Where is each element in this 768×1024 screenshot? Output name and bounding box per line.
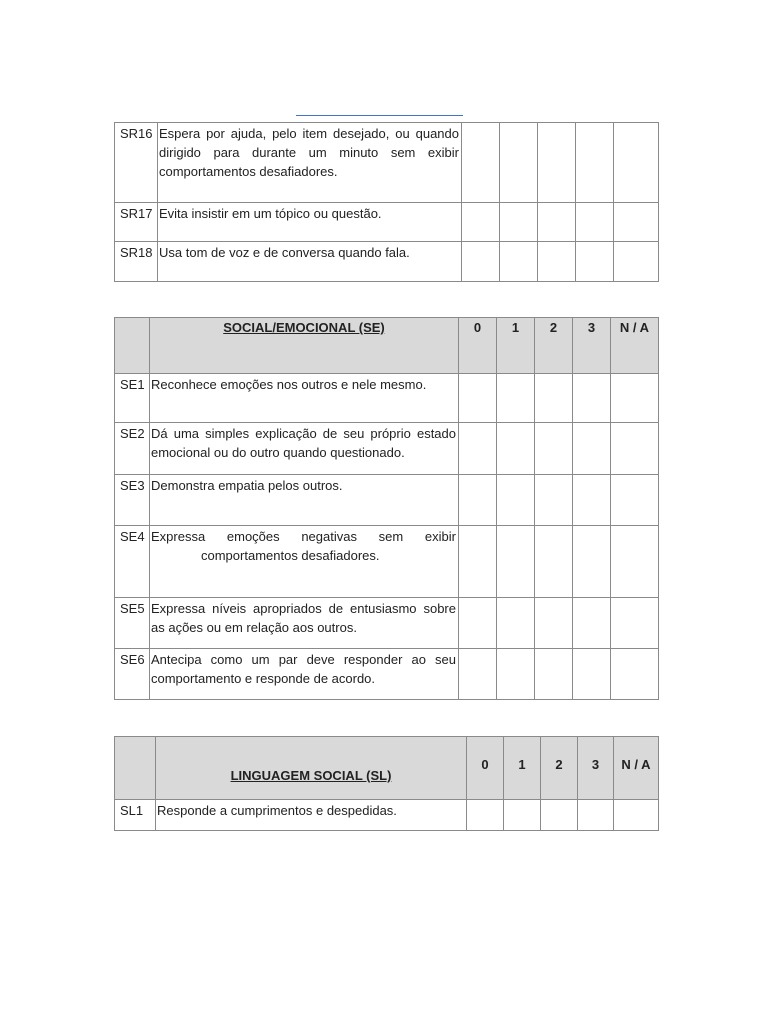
score-cell-3[interactable] (578, 800, 614, 831)
score-cell-0[interactable] (459, 475, 497, 526)
score-cell-3[interactable] (573, 374, 611, 423)
score-cell-0[interactable] (459, 598, 497, 649)
header-blank (115, 318, 150, 374)
score-cell-na[interactable] (614, 203, 659, 242)
score-cell-1[interactable] (500, 242, 538, 282)
score-cell-0[interactable] (459, 526, 497, 598)
score-cell-na[interactable] (611, 475, 659, 526)
score-cell-3[interactable] (573, 598, 611, 649)
score-cell-0[interactable] (467, 800, 504, 831)
item-description: Reconhece emoções nos outros e nele mesmo. (150, 374, 459, 423)
item-code: SE2 (115, 423, 150, 475)
score-cell-2[interactable] (535, 526, 573, 598)
table-header-row (115, 737, 659, 800)
table-row (115, 598, 659, 649)
score-cell-2[interactable] (541, 800, 578, 831)
item-description: Expressa níveis apropriados de entusiasmo sobre as ações ou em relação aos outros. (150, 598, 459, 649)
sl-table (114, 736, 659, 831)
score-header-1: 1 (504, 737, 541, 800)
score-header-3: 3 (573, 318, 611, 374)
item-description: Antecipa como um par deve responder ao seu comportamento e responde de acordo. (150, 649, 459, 700)
score-cell-na[interactable] (611, 598, 659, 649)
score-cell-2[interactable] (538, 123, 576, 203)
item-description (150, 526, 459, 598)
table-row (115, 242, 659, 282)
score-cell-1[interactable] (497, 526, 535, 598)
item-description-line2: comportamentos desafiadores. (201, 548, 380, 563)
item-code: SR17 (115, 203, 158, 242)
score-cell-2[interactable] (535, 374, 573, 423)
score-cell-0[interactable] (459, 374, 497, 423)
item-description: Dá uma simples explicação de seu próprio estado emocional ou do outro quando questionado. (150, 423, 459, 475)
score-cell-0[interactable] (462, 123, 500, 203)
score-cell-na[interactable] (614, 800, 659, 831)
score-cell-1[interactable] (500, 123, 538, 203)
score-cell-3[interactable] (573, 475, 611, 526)
score-cell-1[interactable] (497, 475, 535, 526)
sr-table (114, 122, 659, 282)
table-row (115, 475, 659, 526)
score-header-2: 2 (541, 737, 578, 800)
table-header-row (115, 318, 659, 374)
item-description: Espera por ajuda, pelo item desejado, ou quando dirigido para durante um minuto sem exibir comportamentos desafiadores. (158, 123, 462, 203)
header-blank (115, 737, 156, 800)
score-cell-3[interactable] (573, 423, 611, 475)
table-row (115, 800, 659, 831)
score-header-2: 2 (535, 318, 573, 374)
score-cell-3[interactable] (576, 123, 614, 203)
score-header-1: 1 (497, 318, 535, 374)
score-cell-3[interactable] (576, 242, 614, 282)
table-row (115, 123, 659, 203)
section-title: SOCIAL/EMOCIONAL (SE) (150, 318, 459, 374)
score-cell-3[interactable] (573, 649, 611, 700)
table-row (115, 423, 659, 475)
score-cell-2[interactable] (538, 242, 576, 282)
table-row (115, 649, 659, 700)
score-cell-3[interactable] (573, 526, 611, 598)
item-code: SE1 (115, 374, 150, 423)
score-header-0: 0 (459, 318, 497, 374)
section-title: LINGUAGEM SOCIAL (SL) (156, 737, 467, 800)
score-cell-1[interactable] (497, 598, 535, 649)
table-row (115, 203, 659, 242)
item-description: Demonstra empatia pelos outros. (150, 475, 459, 526)
item-code: SE4 (115, 526, 150, 598)
score-header-0: 0 (467, 737, 504, 800)
score-cell-2[interactable] (535, 598, 573, 649)
item-code: SE6 (115, 649, 150, 700)
item-code: SL1 (115, 800, 156, 831)
score-cell-1[interactable] (500, 203, 538, 242)
table-row (115, 374, 659, 423)
score-cell-0[interactable] (462, 203, 500, 242)
item-code: SE3 (115, 475, 150, 526)
score-cell-1[interactable] (497, 374, 535, 423)
score-cell-na[interactable] (611, 423, 659, 475)
score-cell-2[interactable] (535, 475, 573, 526)
score-cell-na[interactable] (611, 649, 659, 700)
score-cell-1[interactable] (497, 649, 535, 700)
score-cell-2[interactable] (535, 649, 573, 700)
score-cell-na[interactable] (614, 242, 659, 282)
se-table (114, 317, 659, 700)
item-code: SR16 (115, 123, 158, 203)
score-cell-na[interactable] (611, 526, 659, 598)
score-cell-1[interactable] (504, 800, 541, 831)
score-cell-0[interactable] (459, 423, 497, 475)
score-cell-na[interactable] (614, 123, 659, 203)
score-header-3: 3 (578, 737, 614, 800)
score-header-na: N / A (614, 737, 659, 800)
score-header-na: N / A (611, 318, 659, 374)
table-row (115, 526, 659, 598)
item-code: SR18 (115, 242, 158, 282)
score-cell-2[interactable] (538, 203, 576, 242)
item-description: Responde a cumprimentos e despedidas. (156, 800, 467, 831)
item-description-line1: Expressa emoções negativas sem exibir (151, 529, 456, 544)
score-cell-0[interactable] (459, 649, 497, 700)
score-cell-0[interactable] (462, 242, 500, 282)
score-cell-3[interactable] (576, 203, 614, 242)
score-cell-2[interactable] (535, 423, 573, 475)
score-cell-na[interactable] (611, 374, 659, 423)
score-cell-1[interactable] (497, 423, 535, 475)
item-description: Usa tom de voz e de conversa quando fala. (158, 242, 462, 282)
header-rule (296, 115, 463, 116)
item-code: SE5 (115, 598, 150, 649)
item-description: Evita insistir em um tópico ou questão. (158, 203, 462, 242)
